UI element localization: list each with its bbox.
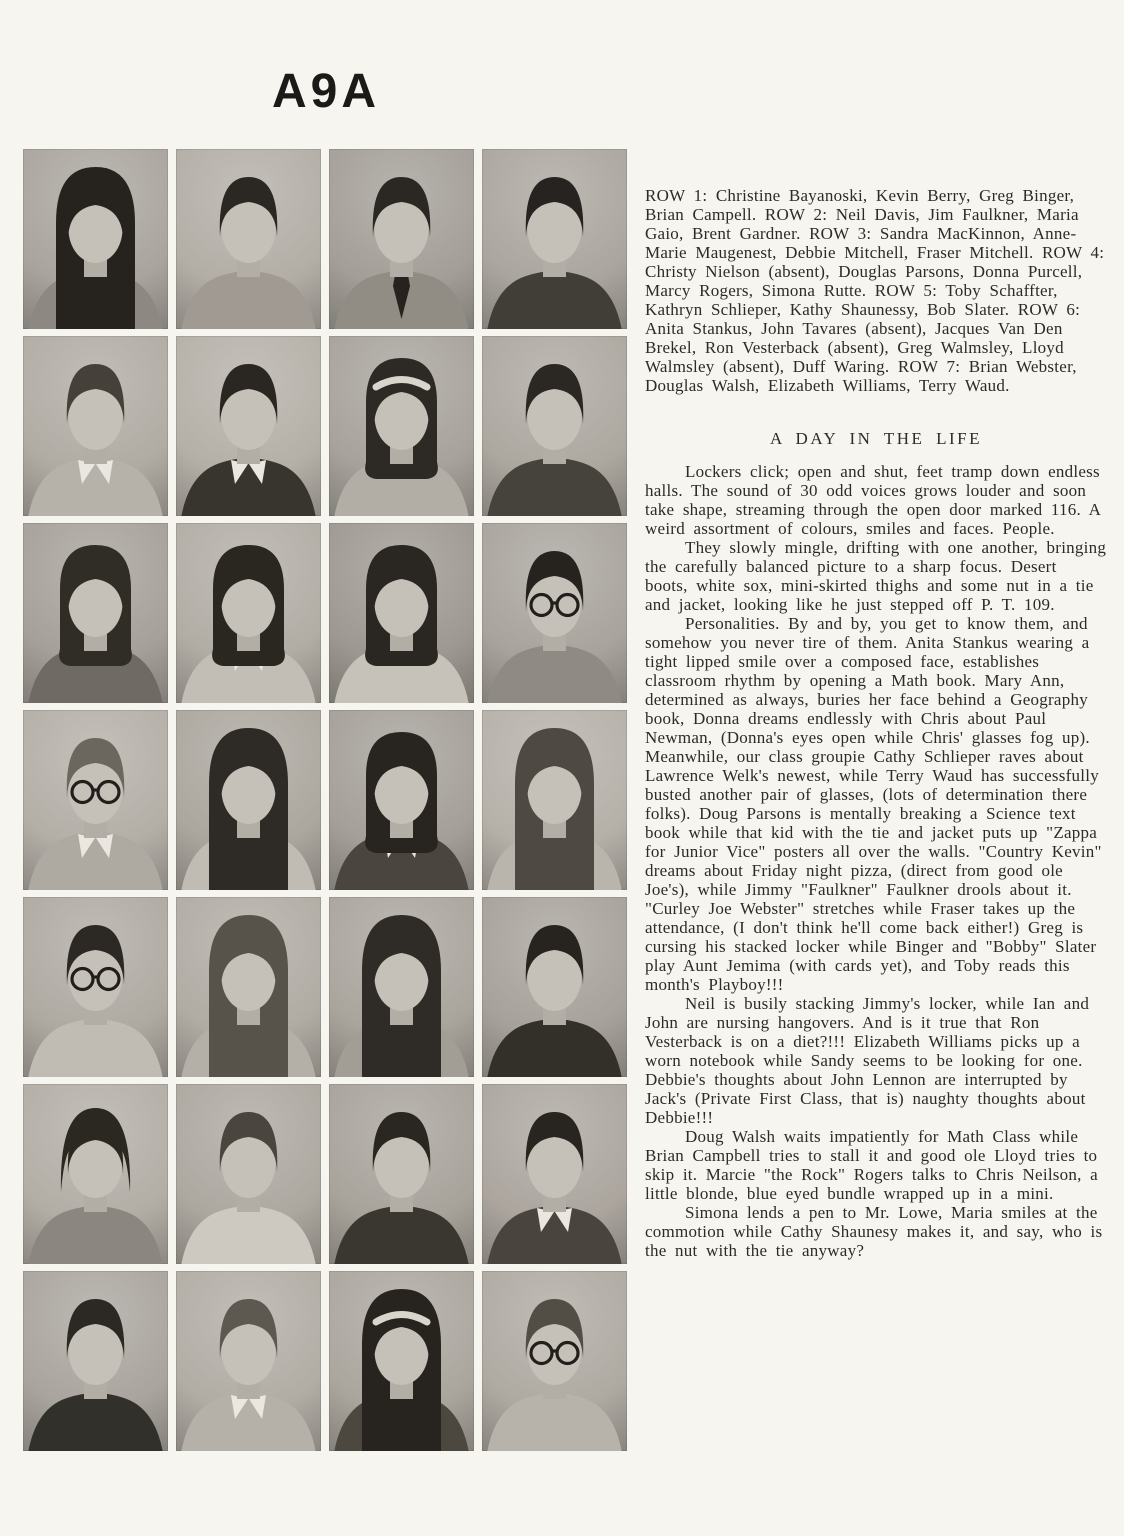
- portrait-photo: [329, 710, 474, 890]
- article-paragraph-1: Lockers click; open and shut, feet tramp down endless halls. The sound of 30 odd voices grows louder and soon take shape, streaming through the open door marked 116. A weird assortment of colours, smiles and faces. People.: [645, 462, 1101, 538]
- portrait-photo: [23, 149, 168, 329]
- portrait-photo: [482, 336, 627, 516]
- article-paragraph-5: Doug Walsh waits impatiently for Math Class while Brian Campbell tries to stall it and good ole Lloyd tries to skip it. Marcie "the Rock" Rogers talks to Chris Neilson, a little blonde, blue eyed bundle wrapped up in a mini.: [645, 1127, 1098, 1203]
- portrait-photo: [23, 1271, 168, 1451]
- portrait-silhouette: [23, 149, 168, 329]
- portrait-silhouette: [176, 336, 321, 516]
- portrait-silhouette: [23, 336, 168, 516]
- portrait-silhouette: [482, 897, 627, 1077]
- portrait-photo: [482, 710, 627, 890]
- portrait-photo: [176, 1084, 321, 1264]
- portrait-photo: [482, 1271, 627, 1451]
- article-heading: A DAY IN THE LIFE: [769, 429, 983, 448]
- portrait-photo: [482, 149, 627, 329]
- portrait-silhouette: [329, 523, 474, 703]
- portrait-photo: [329, 1271, 474, 1451]
- article-paragraph-3: Personalities. By and by, you get to know them, and somehow you never tire of them. Anita Stankus wearing a tight lipped smile over a composed face, establishes classroom rhythm by opening a Math book. Mary Ann, determined as always, buries her face behind a Geography book, Donna dreams endlessly with Chris about Paul Newman, (Donna's eyes open while Chris' glasses fog up). Meanwhile, our class groupie Cathy Schlieper raves about Lawrence Welk's newest, while Terry Waud has successfully busted another pair of glasses, (lots of determination there folks). Doug Parsons is mentally breaking a Science text book while that kid with the tie and jacket puts up "Zappa for Junior Vice" posters all over the walls. "Country Kevin" dreams about Friday night pizza, (direct from good ole Joe's), while Jimmy "Faulkner" Faulkner drools about it. "Curley Joe Webster" stretches while Fraser takes up the attendance, (I don't think he'll come back either!) Greg is cursing his stacked locker while Binger and "Bobby" Slater play Aunt Jemima (with cards yet), and Toby reads this month's Playboy!!!: [645, 614, 1102, 994]
- portrait-photo: [329, 897, 474, 1077]
- roster-text: ROW 1: Christine Bayanoski, Kevin Berry, Greg Binger, Brian Campell. ROW 2: Neil Davis, Jim Faulkner, Maria Gaio, Brent Gardner. ROW 3: Sandra MacKinnon, Anne-Marie Maugenest, Debbie Mitchell, Fraser Mitchell. ROW 4: Christy Nielson (absent), Douglas Parsons, Donna Purcell, Marcy Rogers, Simona Rutte. ROW 5: Toby Schaffter, Kathryn Schlieper, Kathy Shaunessy, Bob Slater. ROW 6: Anita Stankus, John Tavares (absent), Jacques Van Den Brekel, Ron Vesterback (absent), Greg Walmsley, Lloyd Walmsley (absent), Duff Waring. ROW 7: Brian Webster, Douglas Walsh, Elizabeth Williams, Terry Waud.: [645, 186, 1105, 395]
- photo-grid: [23, 149, 627, 1451]
- portrait-silhouette: [482, 1084, 627, 1264]
- portrait-photo: [176, 149, 321, 329]
- portrait-silhouette: [23, 1084, 168, 1264]
- portrait-silhouette: [329, 149, 474, 329]
- portrait-silhouette: [329, 897, 474, 1077]
- portrait-silhouette: [482, 710, 627, 890]
- article-paragraph-4: Neil is busily stacking Jimmy's locker, while Ian and John are nursing hangovers. And is it true that Ron Vesterback is on a diet?!!! Elizabeth Williams picks up a worn notebook while Sandy seems to be looking for one. Debbie's thoughts about John Lennon are interrupted by Jack's (Private First Class, that is) naughty thoughts about Debbie!!!: [645, 994, 1090, 1127]
- portrait-silhouette: [482, 523, 627, 703]
- portrait-silhouette: [176, 523, 321, 703]
- portrait-photo: [329, 523, 474, 703]
- portrait-photo: [23, 1084, 168, 1264]
- portrait-photo: [23, 336, 168, 516]
- portrait-silhouette: [329, 1271, 474, 1451]
- article-paragraph-2: They slowly mingle, drifting with one another, bringing the carefully balanced picture to a sharp focus. Desert boots, white sox, mini-skirted thighs and some nut in a tie and jacket, looking like he just stepped off P. T. 109.: [645, 538, 1107, 614]
- portrait-photo: [176, 897, 321, 1077]
- text-column: [645, 186, 1107, 1260]
- portrait-photo: [23, 897, 168, 1077]
- portrait-photo: [176, 336, 321, 516]
- portrait-silhouette: [482, 336, 627, 516]
- portrait-silhouette: [176, 1271, 321, 1451]
- portrait-silhouette: [482, 1271, 627, 1451]
- portrait-photo: [482, 897, 627, 1077]
- portrait-silhouette: [176, 149, 321, 329]
- portrait-photo: [176, 523, 321, 703]
- portrait-photo: [482, 523, 627, 703]
- portrait-silhouette: [23, 897, 168, 1077]
- portrait-photo: [329, 1084, 474, 1264]
- portrait-photo: [23, 710, 168, 890]
- portrait-silhouette: [329, 1084, 474, 1264]
- portrait-silhouette: [176, 897, 321, 1077]
- portrait-silhouette: [23, 710, 168, 890]
- portrait-photo: [482, 1084, 627, 1264]
- portrait-photo: [176, 1271, 321, 1451]
- portrait-silhouette: [482, 149, 627, 329]
- portrait-silhouette: [176, 1084, 321, 1264]
- portrait-silhouette: [23, 1271, 168, 1451]
- portrait-silhouette: [329, 336, 474, 516]
- portrait-silhouette: [176, 710, 321, 890]
- page-title: A9A: [272, 65, 381, 118]
- article-paragraph-6: Simona lends a pen to Mr. Lowe, Maria smiles at the commotion while Cathy Shaunesy makes it, and say, who is the nut with the tie anyway?: [645, 1203, 1103, 1260]
- portrait-silhouette: [23, 523, 168, 703]
- portrait-silhouette: [329, 710, 474, 890]
- portrait-photo: [329, 336, 474, 516]
- portrait-photo: [23, 523, 168, 703]
- portrait-photo: [176, 710, 321, 890]
- portrait-photo: [329, 149, 474, 329]
